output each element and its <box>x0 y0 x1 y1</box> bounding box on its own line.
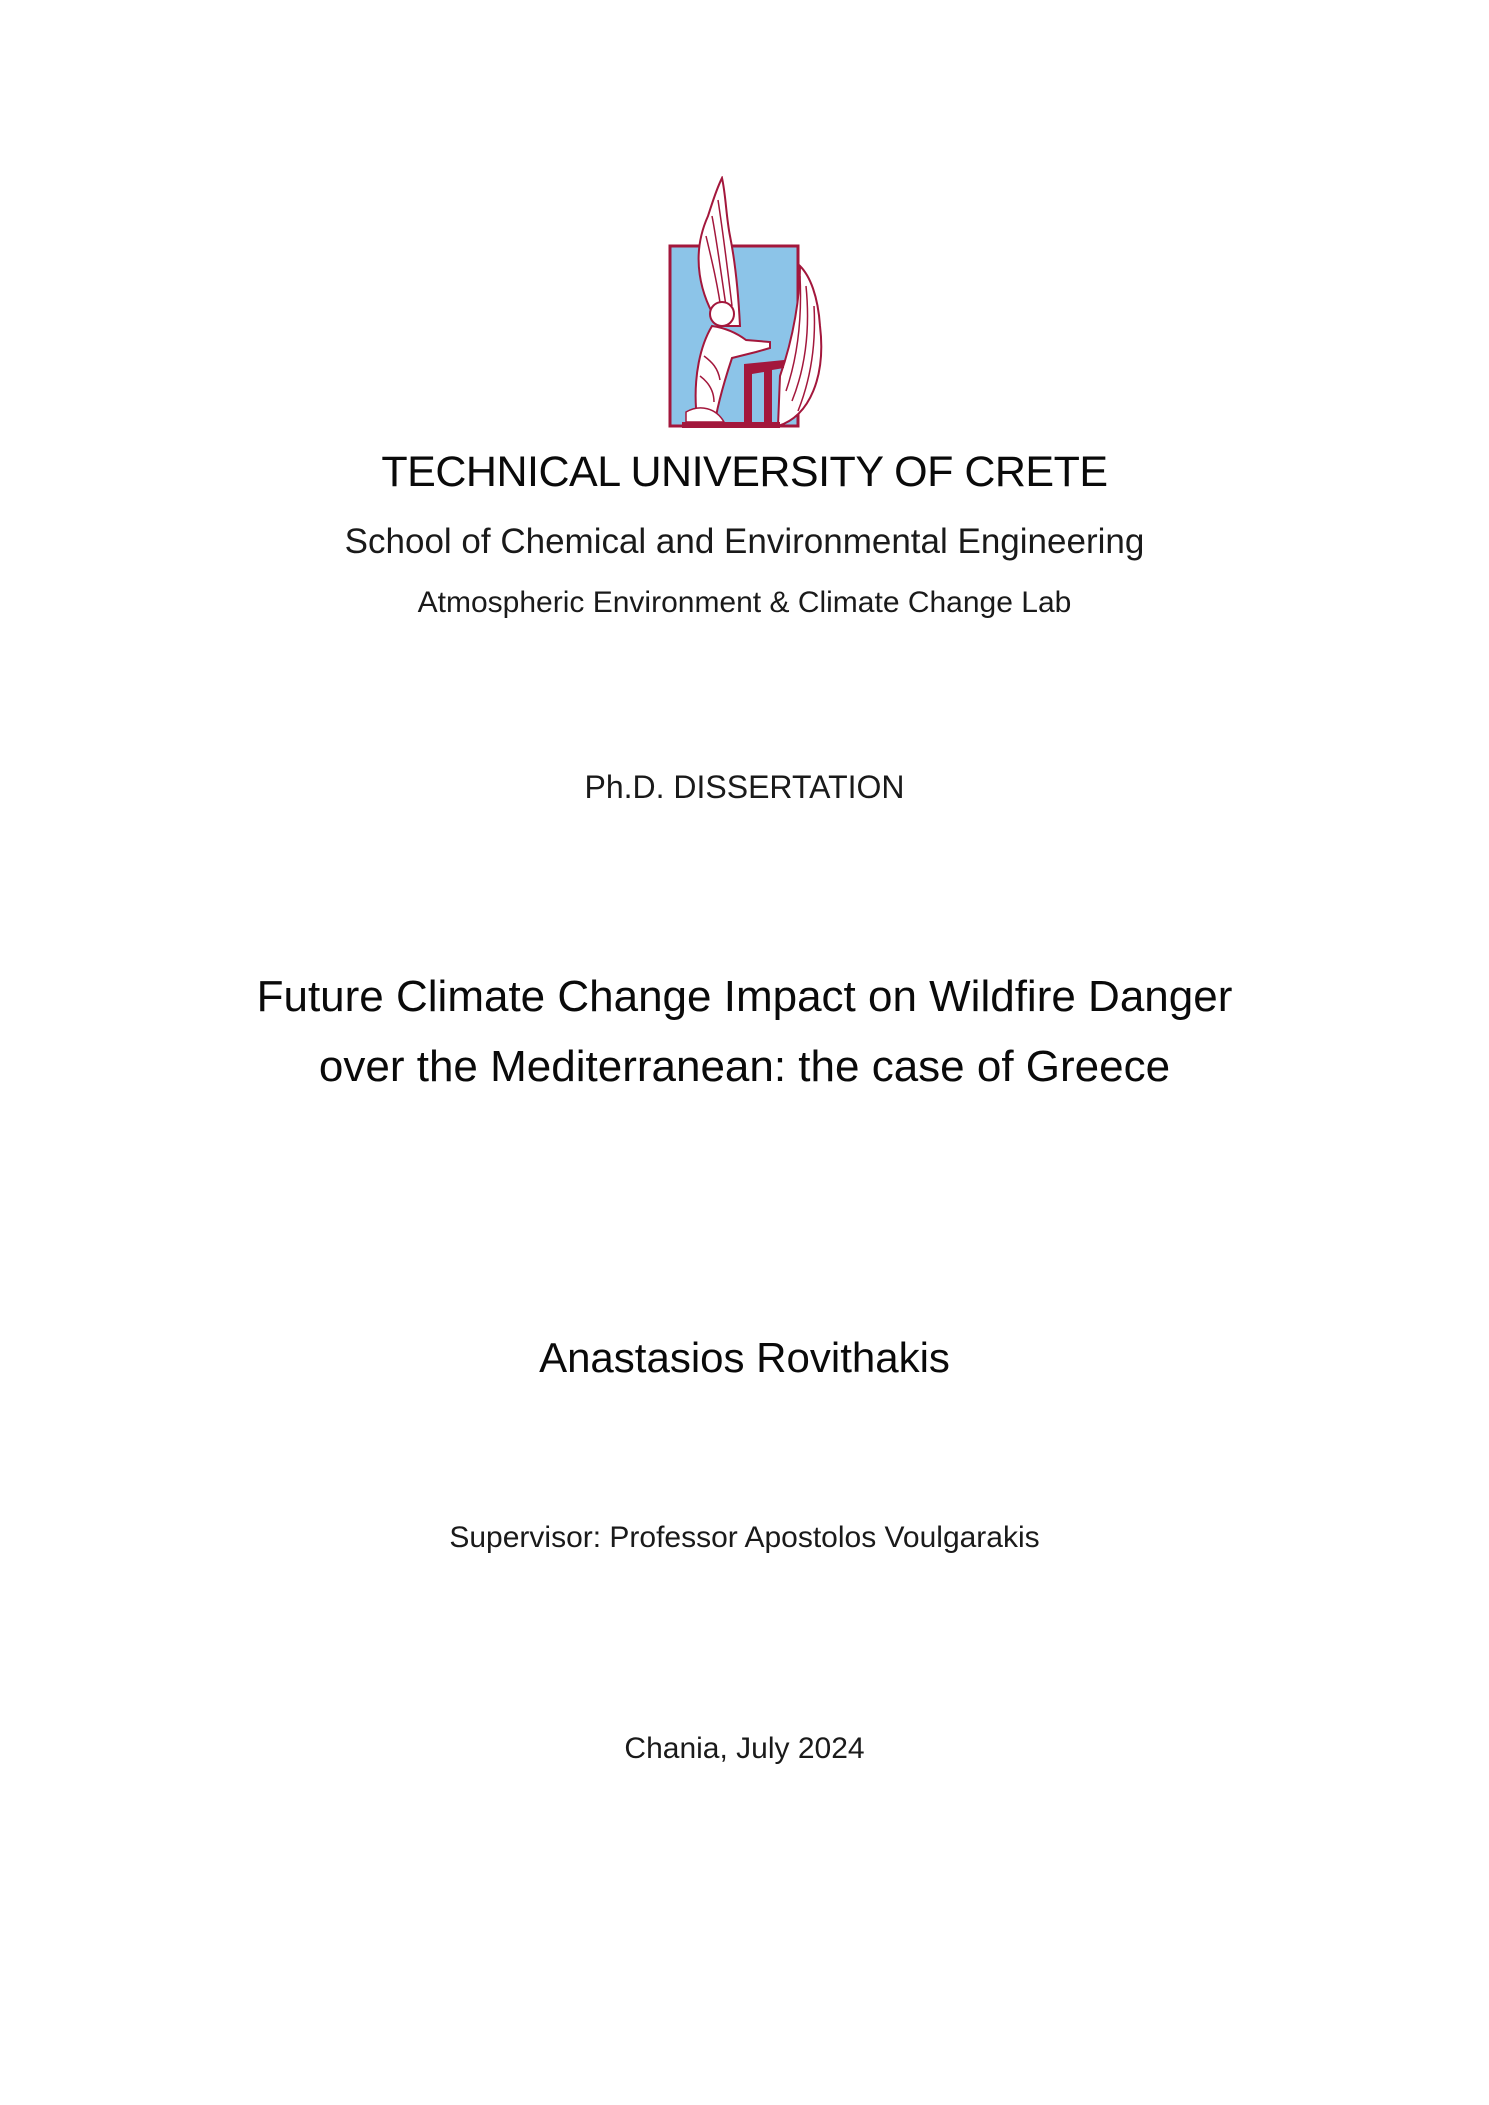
dissertation-title-line-1: Future Climate Change Impact on Wildfire Danger <box>256 972 1233 1021</box>
university-seal-winged-figure-icon <box>660 176 830 432</box>
supervisor-line: Supervisor: Professor Apostolos Voulgarakis <box>449 1521 1040 1554</box>
document-type: Ph.D. DISSERTATION <box>584 769 905 805</box>
lab-name: Atmospheric Environment & Climate Change Lab <box>417 586 1072 619</box>
school-name: School of Chemical and Environmental Engineering <box>344 522 1145 561</box>
university-name: TECHNICAL UNIVERSITY OF CRETE <box>381 448 1108 496</box>
dissertation-title-line-2: over the Mediterranean: the case of Greece <box>318 1042 1171 1091</box>
author-name: Anastasios Rovithakis <box>539 1334 950 1381</box>
place-and-date: Chania, July 2024 <box>624 1732 865 1765</box>
